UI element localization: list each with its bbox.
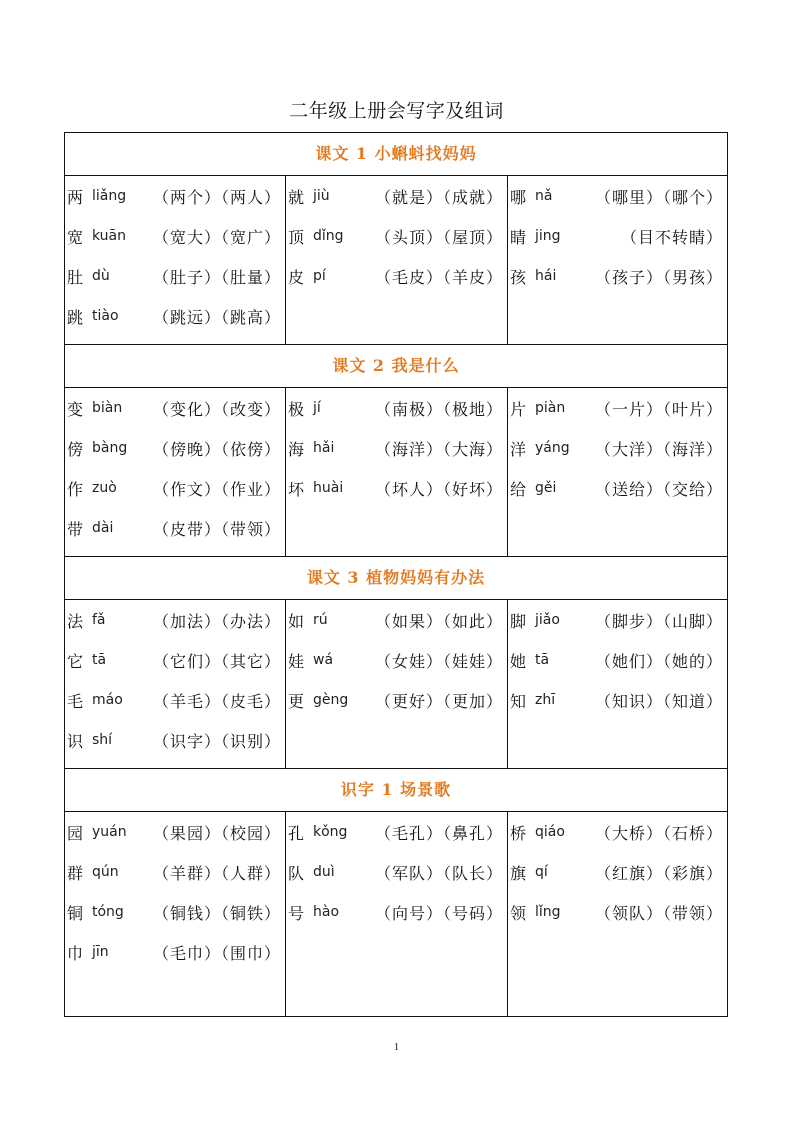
pinyin: huài	[313, 480, 344, 496]
character: 皮	[288, 267, 305, 287]
lesson-section	[65, 557, 727, 769]
word-column	[65, 176, 286, 344]
vocabulary-table	[64, 132, 728, 1017]
word-combinations: （送给）（交给）	[594, 479, 723, 499]
character: 她	[510, 651, 527, 671]
word-combinations: （两个）（两人）	[152, 187, 281, 207]
word-entry	[67, 680, 281, 720]
word-entry	[67, 296, 281, 336]
pinyin: tóng	[92, 904, 124, 920]
page-number: 1	[393, 1041, 400, 1053]
word-entry	[67, 508, 281, 548]
word-entry	[510, 176, 723, 216]
word-entry	[510, 852, 723, 892]
word-combinations: （宽大）（宽广）	[152, 227, 281, 247]
pinyin: tiào	[92, 308, 119, 324]
word-combinations: （南极）（极地）	[374, 399, 503, 419]
character: 孔	[288, 823, 305, 843]
pinyin: jīn	[92, 944, 109, 960]
word-entry	[288, 468, 503, 508]
character: 号	[288, 903, 305, 923]
character: 领	[510, 903, 527, 923]
word-entry	[510, 468, 723, 508]
word-entry	[510, 388, 723, 428]
word-entry	[288, 428, 503, 468]
word-column	[65, 388, 286, 556]
character: 跳	[67, 307, 84, 327]
pinyin: kǒng	[313, 824, 348, 840]
word-combinations: （就是）（成就）	[374, 187, 503, 207]
word-column	[286, 812, 508, 1016]
word-combinations: （目不转睛）	[620, 227, 723, 247]
pinyin: jí	[313, 400, 321, 416]
character: 孩	[510, 267, 527, 287]
pinyin: dù	[92, 268, 110, 284]
pinyin: qún	[92, 864, 119, 880]
character: 它	[67, 651, 84, 671]
character: 顶	[288, 227, 305, 247]
pinyin: wá	[313, 652, 334, 668]
pinyin: jiù	[313, 188, 330, 204]
character: 群	[67, 863, 84, 883]
pinyin: jiǎo	[535, 612, 560, 628]
word-entry	[67, 256, 281, 296]
word-combinations: （作文）（作业）	[152, 479, 281, 499]
lesson-section	[65, 345, 727, 557]
character: 肚	[67, 267, 84, 287]
character: 海	[288, 439, 305, 459]
word-entry	[288, 892, 503, 932]
word-combinations: （肚子）（肚量）	[152, 267, 281, 287]
word-combinations: （毛孔）（鼻孔）	[374, 823, 503, 843]
word-entry	[510, 216, 723, 256]
pinyin: zuò	[92, 480, 117, 496]
document-title: 二年级上册会写字及组词	[289, 100, 504, 122]
character: 知	[510, 691, 527, 711]
pinyin: rú	[313, 612, 328, 628]
character: 铜	[67, 903, 84, 923]
word-combinations: （红旗）（彩旗）	[594, 863, 723, 883]
character: 片	[510, 399, 527, 419]
character: 队	[288, 863, 305, 883]
character: 毛	[67, 691, 84, 711]
word-combinations: （知识）（知道）	[594, 691, 723, 711]
word-entry	[67, 640, 281, 680]
word-combinations: （头顶）（屋顶）	[374, 227, 503, 247]
character: 巾	[67, 943, 84, 963]
word-combinations: （羊群）（人群）	[152, 863, 281, 883]
pinyin: shí	[92, 732, 113, 748]
character: 哪	[510, 187, 527, 207]
word-entry	[288, 852, 503, 892]
pinyin: hào	[313, 904, 340, 920]
word-combinations: （变化）（改变）	[152, 399, 281, 419]
word-entry	[67, 932, 281, 972]
character: 娃	[288, 651, 305, 671]
word-combinations: （果园）（校园）	[152, 823, 281, 843]
pinyin: fǎ	[92, 612, 106, 628]
word-entry	[288, 388, 503, 428]
character: 就	[288, 187, 305, 207]
word-entry	[510, 640, 723, 680]
word-combinations: （军队）（队长）	[374, 863, 503, 883]
character: 旗	[510, 863, 527, 883]
pinyin: gèng	[313, 692, 349, 708]
character: 作	[67, 479, 84, 499]
lesson-body	[65, 812, 727, 1016]
word-column	[65, 812, 286, 1016]
word-combinations: （她们）（她的）	[594, 651, 723, 671]
word-entry	[510, 428, 723, 468]
lesson-heading: 课文 1 小蝌蚪找妈妈	[65, 133, 727, 176]
pinyin: jing	[535, 228, 561, 244]
word-combinations: （毛巾）（围巾）	[152, 943, 281, 963]
character: 园	[67, 823, 84, 843]
word-combinations: （铜钱）（铜铁）	[152, 903, 281, 923]
pinyin: duì	[313, 864, 335, 880]
word-combinations: （向号）（号码）	[374, 903, 503, 923]
pinyin: liǎng	[92, 188, 127, 204]
pinyin: hái	[535, 268, 557, 284]
word-combinations: （坏人）（好坏）	[374, 479, 503, 499]
word-entry	[288, 256, 503, 296]
character: 两	[67, 187, 84, 207]
word-entry	[510, 680, 723, 720]
pinyin: gěi	[535, 480, 557, 496]
word-entry	[67, 812, 281, 852]
word-combinations: （识字）（识别）	[152, 731, 281, 751]
pinyin: qí	[535, 864, 548, 880]
word-combinations: （加法）（办法）	[152, 611, 281, 631]
character: 法	[67, 611, 84, 631]
word-combinations: （海洋）（大海）	[374, 439, 503, 459]
word-entry	[288, 640, 503, 680]
word-combinations: （大桥）（石桥）	[594, 823, 723, 843]
character: 坏	[288, 479, 305, 499]
word-combinations: （羊毛）（皮毛）	[152, 691, 281, 711]
pinyin: pí	[313, 268, 326, 284]
character: 带	[67, 519, 84, 539]
character: 变	[67, 399, 84, 419]
lesson-section	[65, 133, 727, 345]
word-entry	[67, 216, 281, 256]
character: 给	[510, 479, 527, 499]
character: 桥	[510, 823, 527, 843]
word-combinations: （皮带）（带领）	[152, 519, 281, 539]
word-column	[508, 176, 727, 344]
pinyin: hǎi	[313, 440, 335, 456]
pinyin: yuán	[92, 824, 127, 840]
word-combinations: （大洋）（海洋）	[594, 439, 723, 459]
word-entry	[67, 852, 281, 892]
word-column	[508, 388, 727, 556]
lesson-section	[65, 769, 727, 1016]
character: 识	[67, 731, 84, 751]
word-combinations: （傍晚）（依傍）	[152, 439, 281, 459]
pinyin: dǐng	[313, 228, 344, 244]
character: 脚	[510, 611, 527, 631]
word-entry	[288, 680, 503, 720]
word-column	[65, 600, 286, 768]
word-entry	[510, 600, 723, 640]
word-combinations: （一片）（叶片）	[594, 399, 723, 419]
character: 如	[288, 611, 305, 631]
pinyin: yáng	[535, 440, 570, 456]
pinyin: lǐng	[535, 904, 561, 920]
word-entry	[67, 428, 281, 468]
pinyin: tā	[535, 652, 550, 668]
pinyin: kuān	[92, 228, 127, 244]
pinyin: tā	[92, 652, 107, 668]
word-column	[286, 600, 508, 768]
lesson-body	[65, 600, 727, 769]
word-combinations: （女娃）（娃娃）	[374, 651, 503, 671]
lesson-body	[65, 176, 727, 345]
word-entry	[67, 892, 281, 932]
pinyin: biàn	[92, 400, 123, 416]
character: 傍	[67, 439, 84, 459]
word-entry	[67, 600, 281, 640]
word-combinations: （跳远）（跳高）	[152, 307, 281, 327]
word-combinations: （脚步）（山脚）	[594, 611, 723, 631]
word-entry	[288, 176, 503, 216]
word-entry	[288, 216, 503, 256]
word-combinations: （更好）（更加）	[374, 691, 503, 711]
character: 宽	[67, 227, 84, 247]
word-entry	[67, 468, 281, 508]
pinyin: máo	[92, 692, 123, 708]
word-entry	[67, 720, 281, 760]
word-combinations: （哪里）（哪个）	[594, 187, 723, 207]
lesson-body	[65, 388, 727, 557]
character: 洋	[510, 439, 527, 459]
word-column	[286, 388, 508, 556]
word-combinations: （孩子）（男孩）	[594, 267, 723, 287]
word-combinations: （毛皮）（羊皮）	[374, 267, 503, 287]
word-entry	[288, 812, 503, 852]
lesson-heading: 课文 2 我是什么	[65, 345, 727, 388]
character: 睛	[510, 227, 527, 247]
pinyin: bàng	[92, 440, 128, 456]
word-entry	[510, 892, 723, 932]
character: 极	[288, 399, 305, 419]
word-combinations: （领队）（带领）	[594, 903, 723, 923]
lesson-heading: 课文 3 植物妈妈有办法	[65, 557, 727, 600]
word-combinations: （如果）（如此）	[374, 611, 503, 631]
pinyin: qiáo	[535, 824, 565, 840]
pinyin: nǎ	[535, 188, 553, 204]
character: 更	[288, 691, 305, 711]
word-column	[508, 600, 727, 768]
lesson-heading: 识字 1 场景歌	[65, 769, 727, 812]
word-combinations: （它们）（其它）	[152, 651, 281, 671]
word-entry	[510, 256, 723, 296]
word-entry	[510, 812, 723, 852]
word-entry	[67, 176, 281, 216]
pinyin: piàn	[535, 400, 566, 416]
word-column	[508, 812, 727, 1016]
word-entry	[288, 600, 503, 640]
word-entry	[67, 388, 281, 428]
pinyin: zhī	[535, 692, 556, 708]
word-column	[286, 176, 508, 344]
pinyin: dài	[92, 520, 114, 536]
